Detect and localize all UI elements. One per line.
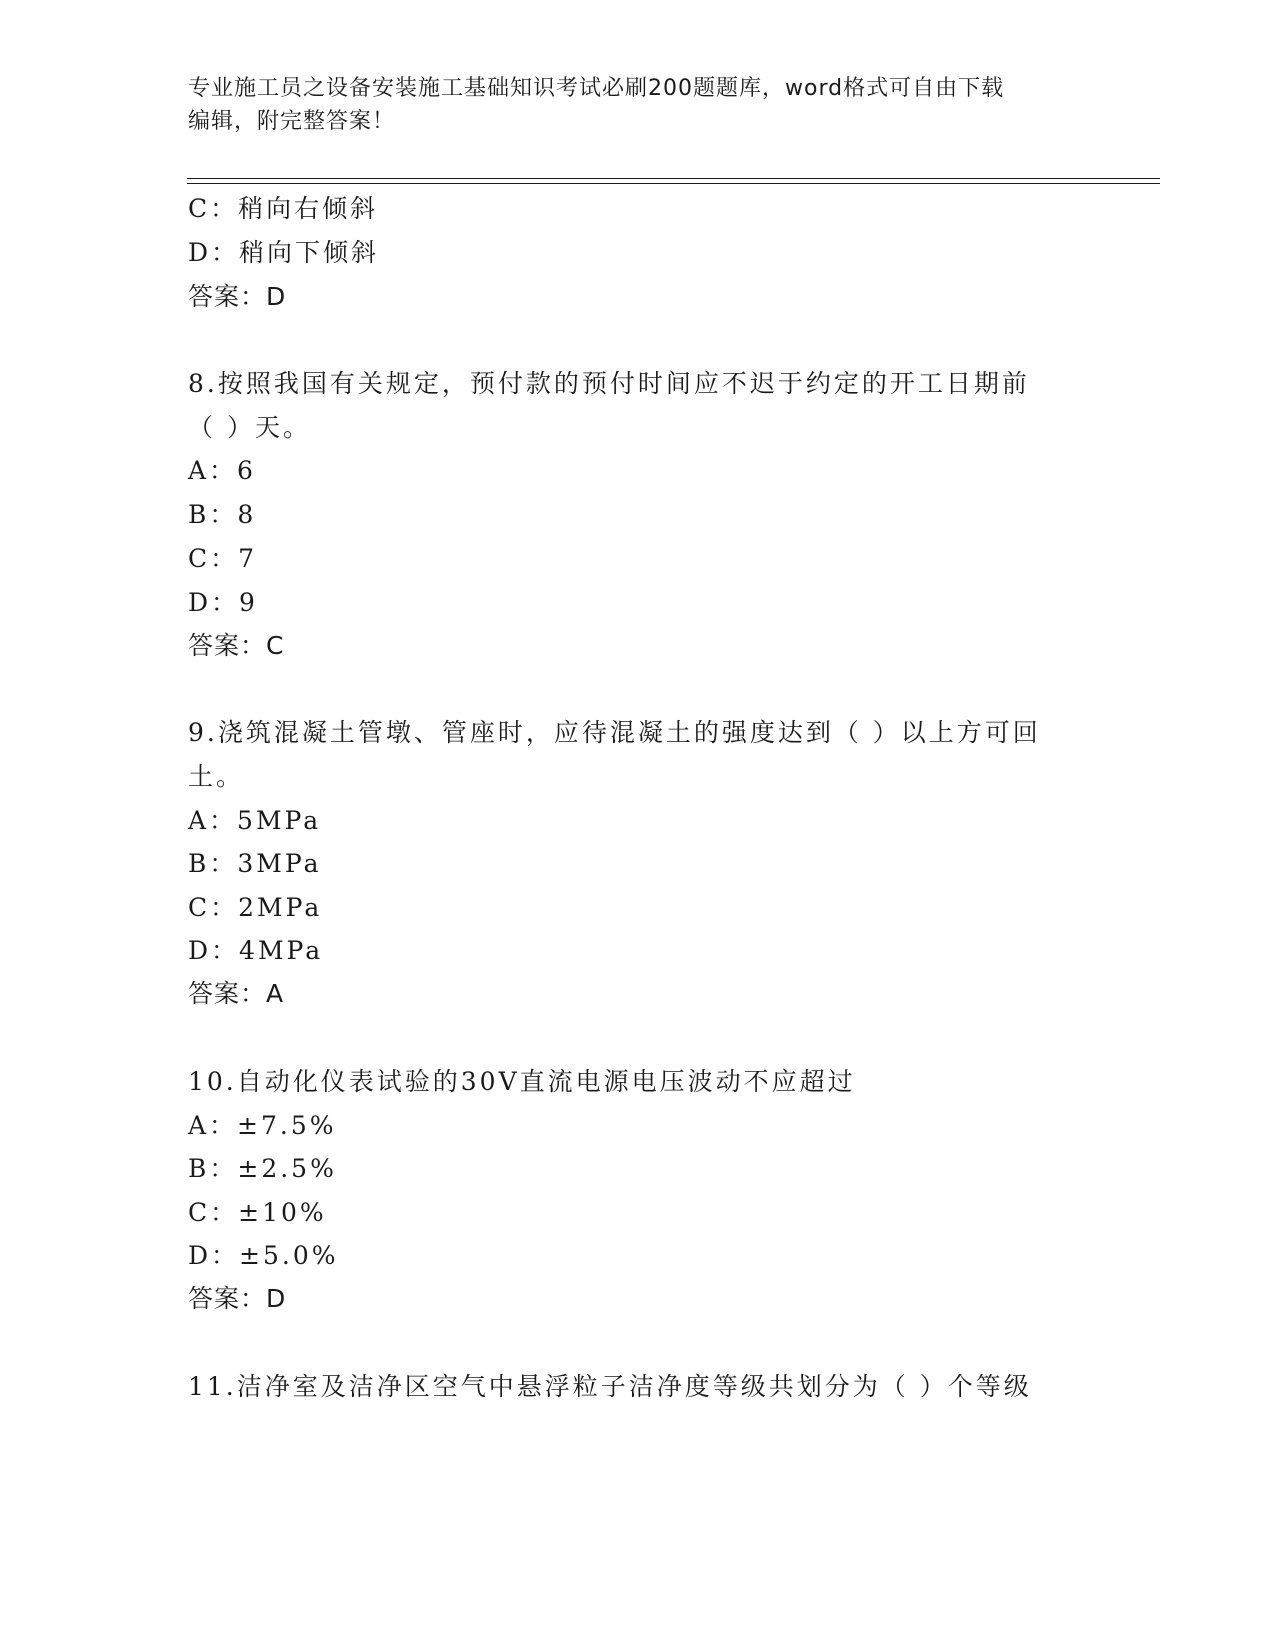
question-stem: （ ）天。 bbox=[188, 413, 311, 442]
option-c: C：7 bbox=[188, 544, 258, 573]
option-c: C：2MPa bbox=[188, 893, 323, 922]
header-divider-bottom bbox=[187, 183, 1160, 184]
question-stem: 土。 bbox=[188, 762, 245, 791]
header-line-1: 专业施工员之设备安装施工基础知识考试必刷200题题库，word格式可自由下载 bbox=[188, 76, 1005, 101]
option-a: A：±7.5% bbox=[188, 1111, 337, 1140]
option-c: C：稍向右倾斜 bbox=[188, 194, 379, 223]
header-line-2: 编辑，附完整答案！ bbox=[188, 109, 396, 134]
header-divider-top bbox=[187, 178, 1160, 179]
answer-line: 答案：D bbox=[188, 1284, 287, 1313]
option-d: D：4MPa bbox=[188, 936, 324, 965]
question-stem: 10.自动化仪表试验的30V直流电源电压波动不应超过 bbox=[188, 1067, 856, 1096]
option-b: B：8 bbox=[188, 500, 257, 529]
question-stem: 8.按照我国有关规定，预付款的预付时间应不迟于约定的开工日期前 bbox=[188, 369, 1030, 398]
question-stem: 11.洁净室及洁净区空气中悬浮粒子洁净度等级共划分为（ ）个等级 bbox=[188, 1372, 1032, 1401]
answer-line: 答案：C bbox=[188, 631, 285, 660]
option-d: D：±5.0% bbox=[188, 1241, 339, 1270]
option-d: D：稍向下倾斜 bbox=[188, 238, 380, 267]
option-a: A：5MPa bbox=[188, 806, 322, 835]
document-header bbox=[188, 72, 1088, 138]
option-c: C：±10% bbox=[188, 1198, 327, 1227]
answer-line: 答案：A bbox=[188, 979, 285, 1008]
option-a: A：6 bbox=[188, 456, 256, 485]
option-d: D：9 bbox=[188, 588, 258, 617]
question-stem: 9.浇筑混凝土管墩、管座时，应待混凝土的强度达到（ ）以上方可回 bbox=[188, 718, 1041, 747]
answer-line: 答案：D bbox=[188, 282, 287, 311]
option-b: B：3MPa bbox=[188, 849, 322, 878]
option-b: B：±2.5% bbox=[188, 1154, 337, 1183]
